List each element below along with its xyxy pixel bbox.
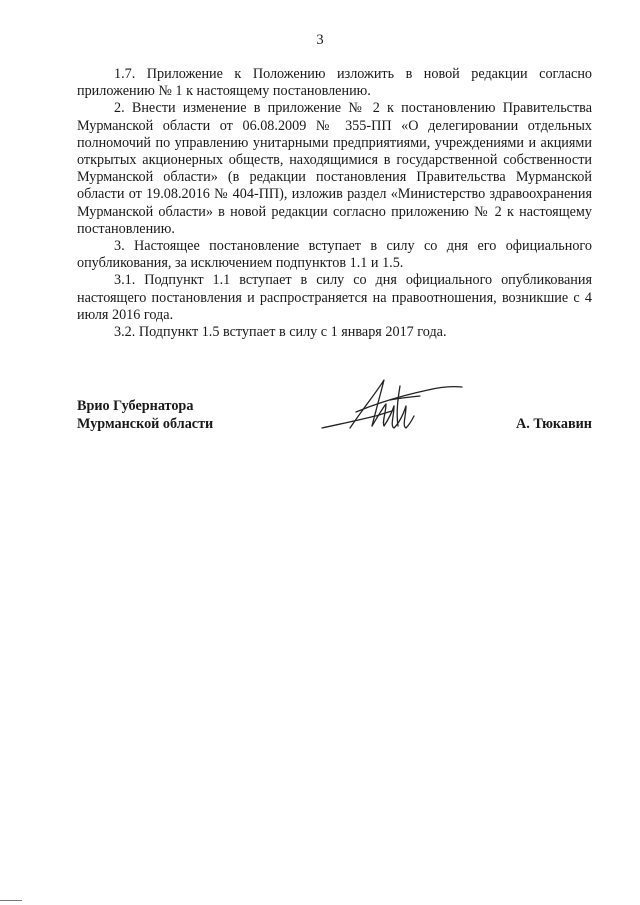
signatory-name: А. Тюкавин <box>515 416 592 432</box>
signatory-title <box>77 397 213 433</box>
signatory-title-line-1: Врио Губернатора <box>77 398 194 414</box>
paragraph-2: 2. Внести изменение в приложение № 2 к постановлению Правительства Мурманской области от 06.08.2009 № 355-ПП «О делегировании отдельных полномочий по управлению унитарными предприятиями, учреждениями и акциями открытых акционерных обществ, находящимися в государственной собственности Мурманской области» (в редакции постановления Правительства Мурманской области от 19.08.2016 № 404-ПП), изложив раздел «Министерство здравоохранения Мурманской области» в новой редакции согласно приложению № 2 к настоящему постановлению. <box>77 100 592 237</box>
paragraph-3-2: 3.2. Подпункт 1.5 вступает в силу с 1 января 2017 года. <box>114 324 447 341</box>
page-edge-mark <box>0 900 22 901</box>
signatory-title-line-2: Мурманской области <box>77 416 214 432</box>
paragraph-3-1: 3.1. Подпункт 1.1 вступает в силу со дня официального опубликования настоящего постановления и распространяется на правоотношения, возникшие с 4 июля 2016 года. <box>77 272 592 323</box>
paragraph-1-7: 1.7. Приложение к Положению изложить в новой редакции согласно приложению № 1 к настоящему постановлению. <box>77 66 592 100</box>
page-number: 3 <box>316 32 324 48</box>
handwritten-signature-icon <box>320 376 470 436</box>
paragraph-3: 3. Настоящее постановление вступает в силу со дня его официального опубликования, за исключением подпунктов 1.1 и 1.5. <box>77 238 592 272</box>
document-body <box>77 66 592 341</box>
